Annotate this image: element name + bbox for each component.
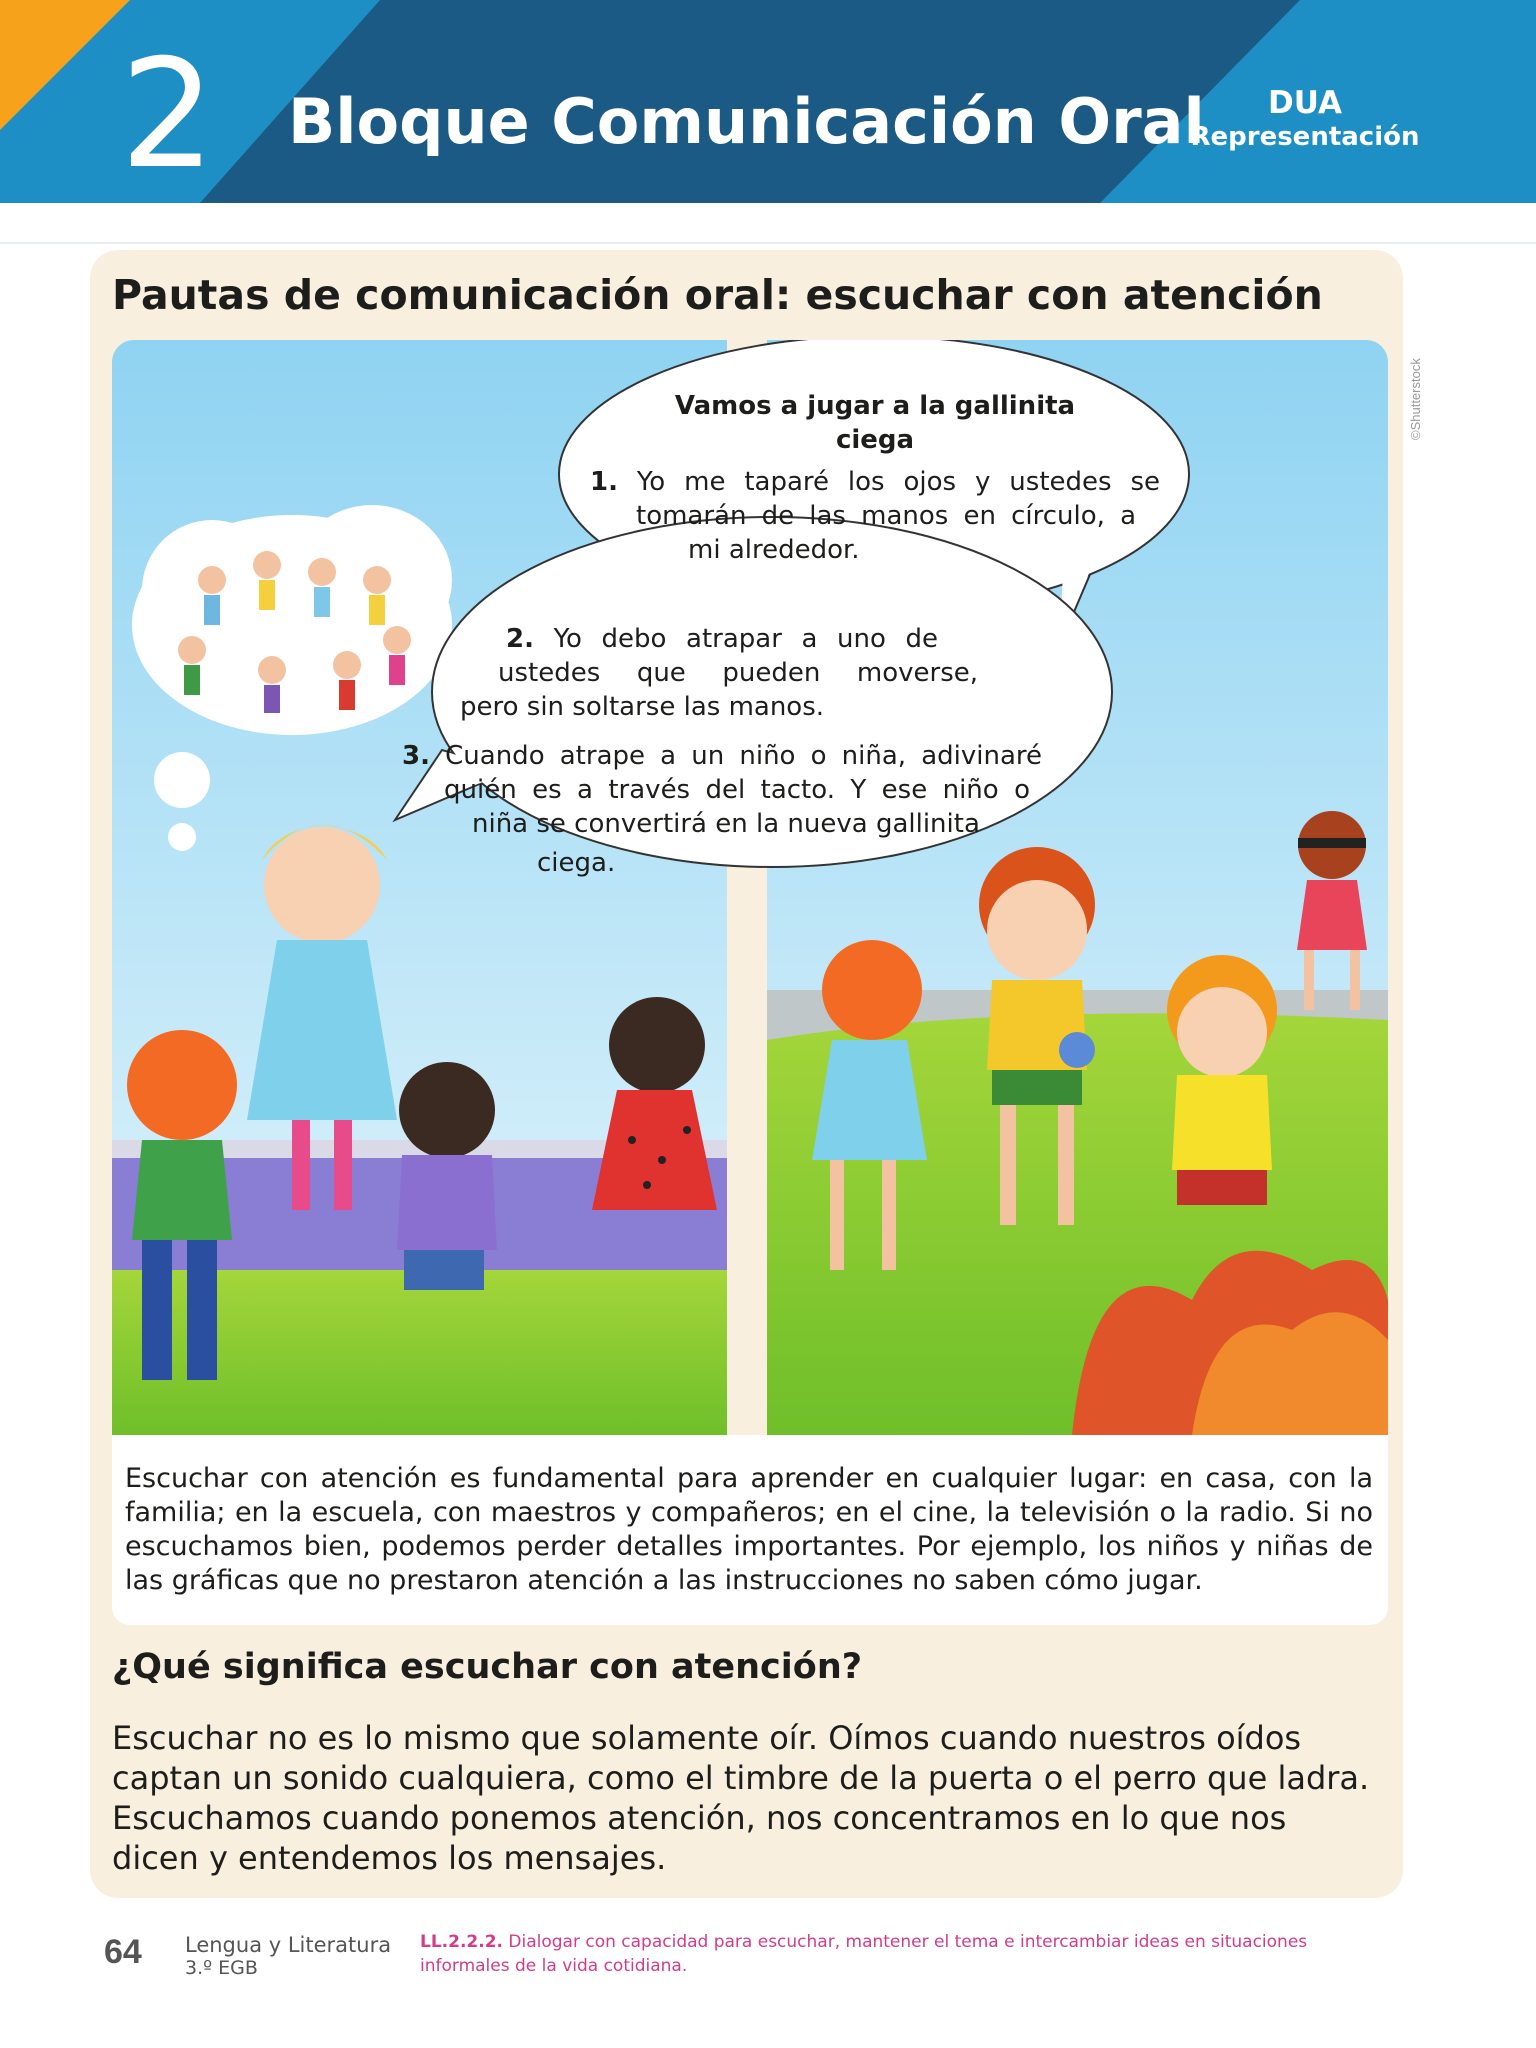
subsection-title: ¿Qué significa escuchar con atención? — [112, 1647, 863, 1687]
bubble-2-line-3: pero sin soltarse las manos. — [460, 692, 825, 722]
illustration-caption: Escuchar con atención es fundamental para aprender en cualquier lugar: en casa, con la familia; en la escuela, con maestros y compañeros; en el cine, la televisión o la radio. Si no escuchamos bien, podemos perder detalles importantes. Por ejemplo, los niños y niñas de las gráficas que no prestaron atención a las instrucciones no saben cómo jugar. — [125, 1463, 1373, 1596]
header-banner — [0, 0, 1536, 203]
bubble-3-line-1 — [402, 739, 1042, 773]
bubble-2-text-1: Yo debo atrapar a uno de — [553, 624, 938, 654]
criterion-text: Dialogar con capacidad para escuchar, mantener el tema e intercambiar ideas en situaciones informales de la vida cotidiana. — [420, 1932, 1308, 1976]
block-number: 2 — [120, 28, 216, 202]
bubble-2-line-1 — [506, 622, 938, 656]
bubble-1-line-1 — [590, 465, 1160, 499]
bubble-3-line-3: niña se convertirá en la nueva gallinita — [472, 809, 980, 839]
dua-label — [1170, 85, 1440, 153]
section-title: Pautas de comunicación oral: escuchar con atención — [112, 271, 1323, 319]
bubble-3-text-1: Cuando atrape a un niño o niña, adivinaré — [445, 741, 1043, 771]
dua-subtitle: Representación — [1190, 122, 1420, 152]
page-number: 64 — [104, 1933, 142, 1971]
skill-criterion — [420, 1930, 1380, 1978]
block-title: Bloque Comunicación Oral — [288, 85, 1205, 158]
body-paragraph: Escuchar no es lo mismo que solamente oír. Oímos cuando nuestros oídos captan un sonido cualquiera, como el timbre de la puerta o el perro que ladra. Escuchamos cuando ponemos atención, nos concentramos en lo que nos dicen y entendemos los mensajes. — [112, 1719, 1370, 1877]
bubble-1-line-3: mi alrededor. — [688, 535, 860, 565]
subject-name: Lengua y Literatura — [185, 1933, 392, 1957]
bubble-1-line-2: tomarán de las manos en círculo, a — [636, 501, 1136, 531]
dua-title: DUA — [1268, 85, 1342, 121]
step-number-1: 1. — [590, 467, 618, 497]
header-divider — [0, 242, 1536, 244]
image-credit: ©Shutterstock — [1408, 358, 1423, 440]
step-number-2: 2. — [506, 624, 534, 654]
bubble-1-title: Vamos a jugar a la gallinita ciega — [674, 391, 1076, 455]
criterion-code: LL.2.2.2. — [420, 1932, 503, 1952]
course-level: 3.º EGB — [185, 1957, 258, 1979]
step-number-3: 3. — [402, 741, 430, 771]
bubble-1-text-1: Yo me taparé los ojos y ustedes se — [636, 467, 1160, 497]
bubble-2-line-2: ustedes que pueden moverse, — [498, 658, 978, 688]
bubble-3-line-4: ciega. — [537, 848, 616, 878]
bubble-3-line-2: quién es a través del tacto. Y ese niño o — [444, 775, 1030, 805]
